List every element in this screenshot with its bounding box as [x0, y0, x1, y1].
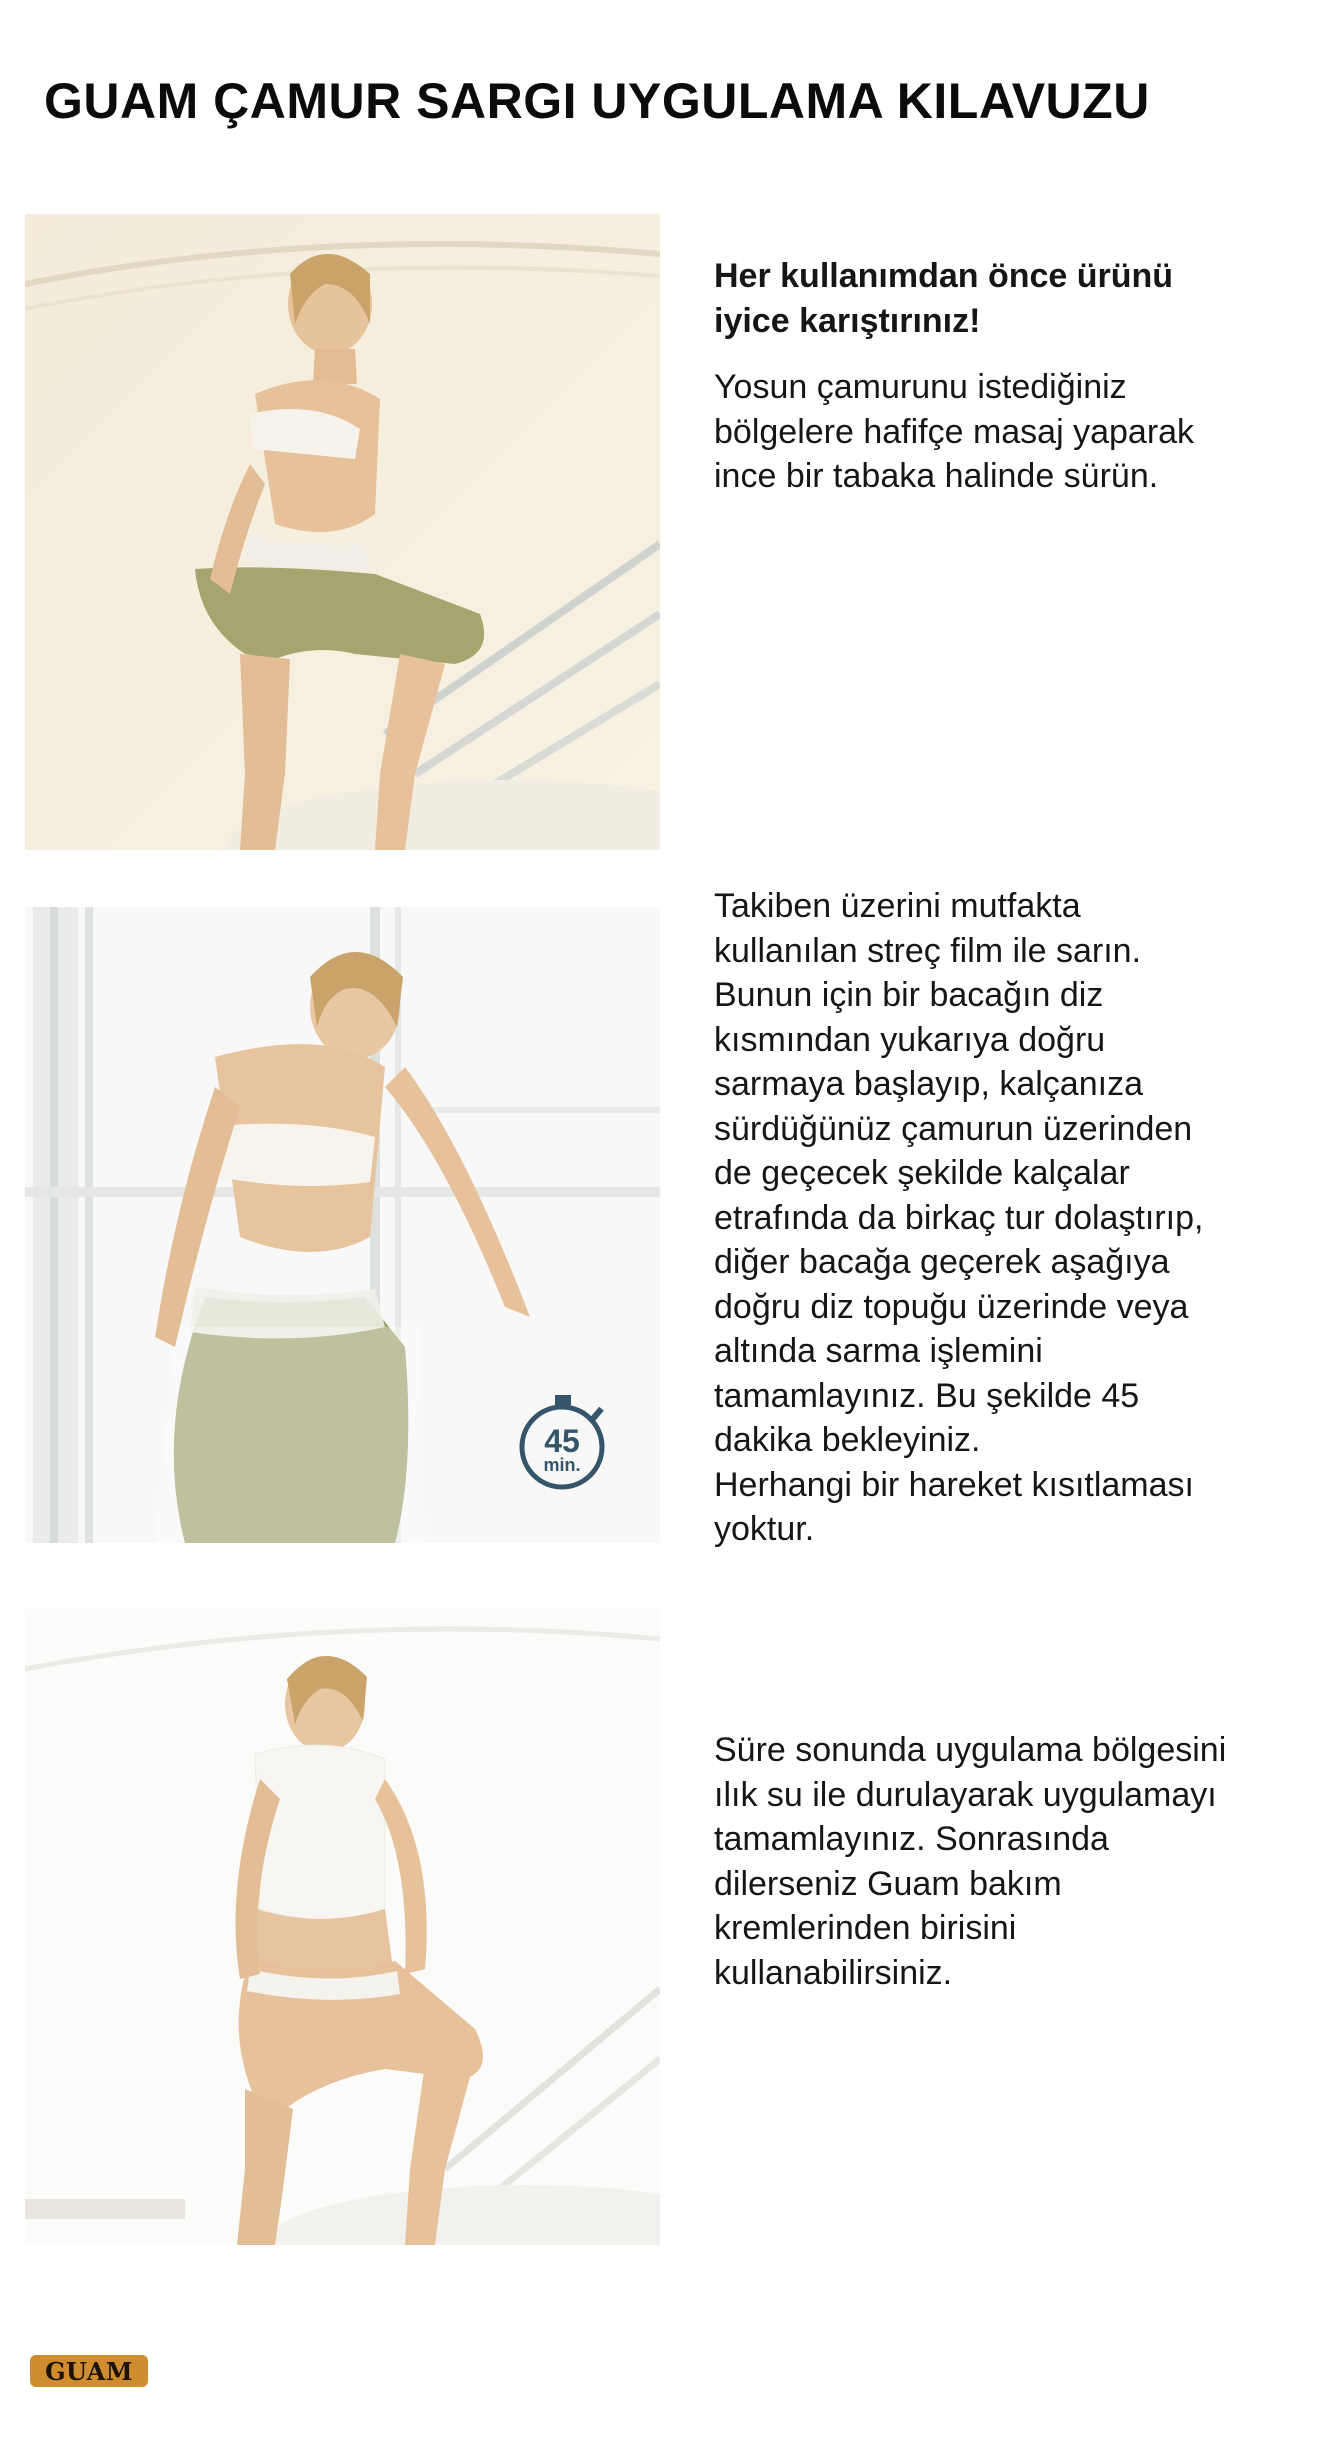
- step-2-text: [714, 884, 1294, 1552]
- timer-45-min-icon: [510, 1387, 620, 1497]
- step-2-photo: [25, 907, 660, 1543]
- step-1-description: Yosun çamurunu istediğiniz bölgelere hafifçe masaj yaparak ince bir tabaka halinde sürün.: [714, 368, 1195, 495]
- step-1-text: [714, 254, 1294, 499]
- step-3-text: [714, 1728, 1294, 1995]
- step-2-description: Takiben üzerini mutfakta kullanılan streç film ile sarın. Bunun için bir bacağın diz kısmından yukarıya doğru sarmaya başlayıp, kalçanıza sürdüğünüz çamurun üzerinden de geçecek şekilde kalçalar etrafında da birkaç tur dolaştırıp, diğer bacağa geçerek aşağıya doğru diz topuğu üzerinde veya altında sarma işlemini tamamlayınız. Bu şekilde 45 dakika bekleyiniz. Herhangi bir hareket kısıtlaması yoktur.: [714, 887, 1204, 1548]
- timer-unit: min.: [543, 1455, 581, 1475]
- step-1-photo: [25, 214, 660, 850]
- guam-logo: [30, 2355, 148, 2387]
- guam-logo-text: GUAM: [45, 2356, 133, 2386]
- page-title: GUAM ÇAMUR SARGI UYGULAMA KILAVUZU: [44, 73, 1150, 129]
- step-1-heading: Her kullanımdan önce ürünü iyice karıştırınız!: [714, 257, 1174, 340]
- step-3-description: Süre sonunda uygulama bölgesini ılık su ile durulayarak uygulamayı tamamlayınız. Sonrasında dilerseniz Guam bakım kremlerinden birisini kullanabilirsiniz.: [714, 1731, 1227, 1992]
- timer-value: 45: [544, 1423, 580, 1459]
- step-3-photo: [25, 1609, 660, 2245]
